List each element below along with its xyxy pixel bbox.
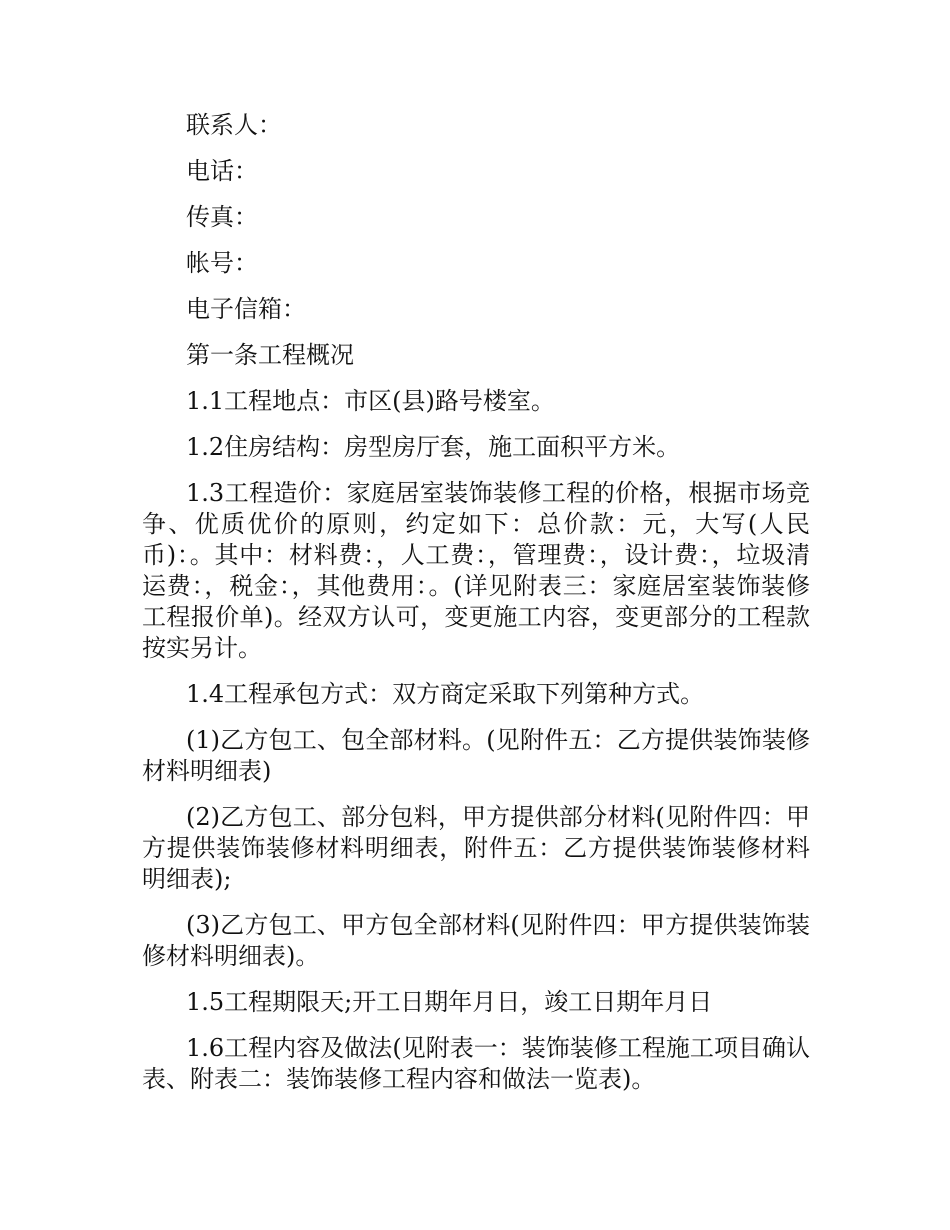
option-2: (2)乙方包工、部分包料，甲方提供部分材料(见附件四：甲方提供装饰装修材料明细表，附件五：乙方提供装饰装修材料明细表); xyxy=(142,803,810,893)
document-body xyxy=(142,110,810,1110)
clause-1-6: 1.6工程内容及做法(见附表一：装饰装修工程施工项目确认表、附表二：装饰装修工程内容和做法一览表)。 xyxy=(142,1034,810,1093)
option-3: (3)乙方包工、甲方包全部材料(见附件四：甲方提供装饰装修材料明细表)。 xyxy=(142,911,810,970)
fax-line: 传真： xyxy=(186,203,258,231)
option-1: (1)乙方包工、包全部材料。(见附件五：乙方提供装饰装修材料明细表) xyxy=(142,726,810,785)
account-line: 帐号： xyxy=(186,249,258,277)
clause-1-5: 1.5工程期限天;开工日期年月日，竣工日期年月日 xyxy=(186,988,713,1016)
clause-1-1: 1.1工程地点：市区(县)路号楼室。 xyxy=(186,387,555,415)
clause-1-4: 1.4工程承包方式：双方商定采取下列第种方式。 xyxy=(186,680,705,708)
clause-1-2: 1.2住房结构：房型房厅套，施工面积平方米。 xyxy=(186,433,681,461)
contact-person-line: 联系人： xyxy=(186,111,282,139)
clause-1-3: 1.3工程造价：家庭居室装饰装修工程的价格，根据市场竞争、优质优价的原则，约定如下：总价款：元，大写(人民币)：。其中：材料费：，人工费：，管理费：，设计费：，垃圾清运费：，税金：，其他费用：。(详见附表三：家庭居室装饰装修工程报价单)。经双方认可，变更施工内容，变更部分的工程款按实另计。 xyxy=(142,479,810,662)
article-one-heading: 第一条工程概况 xyxy=(186,341,354,369)
email-line: 电子信箱： xyxy=(186,295,306,323)
phone-line: 电话： xyxy=(186,157,258,185)
